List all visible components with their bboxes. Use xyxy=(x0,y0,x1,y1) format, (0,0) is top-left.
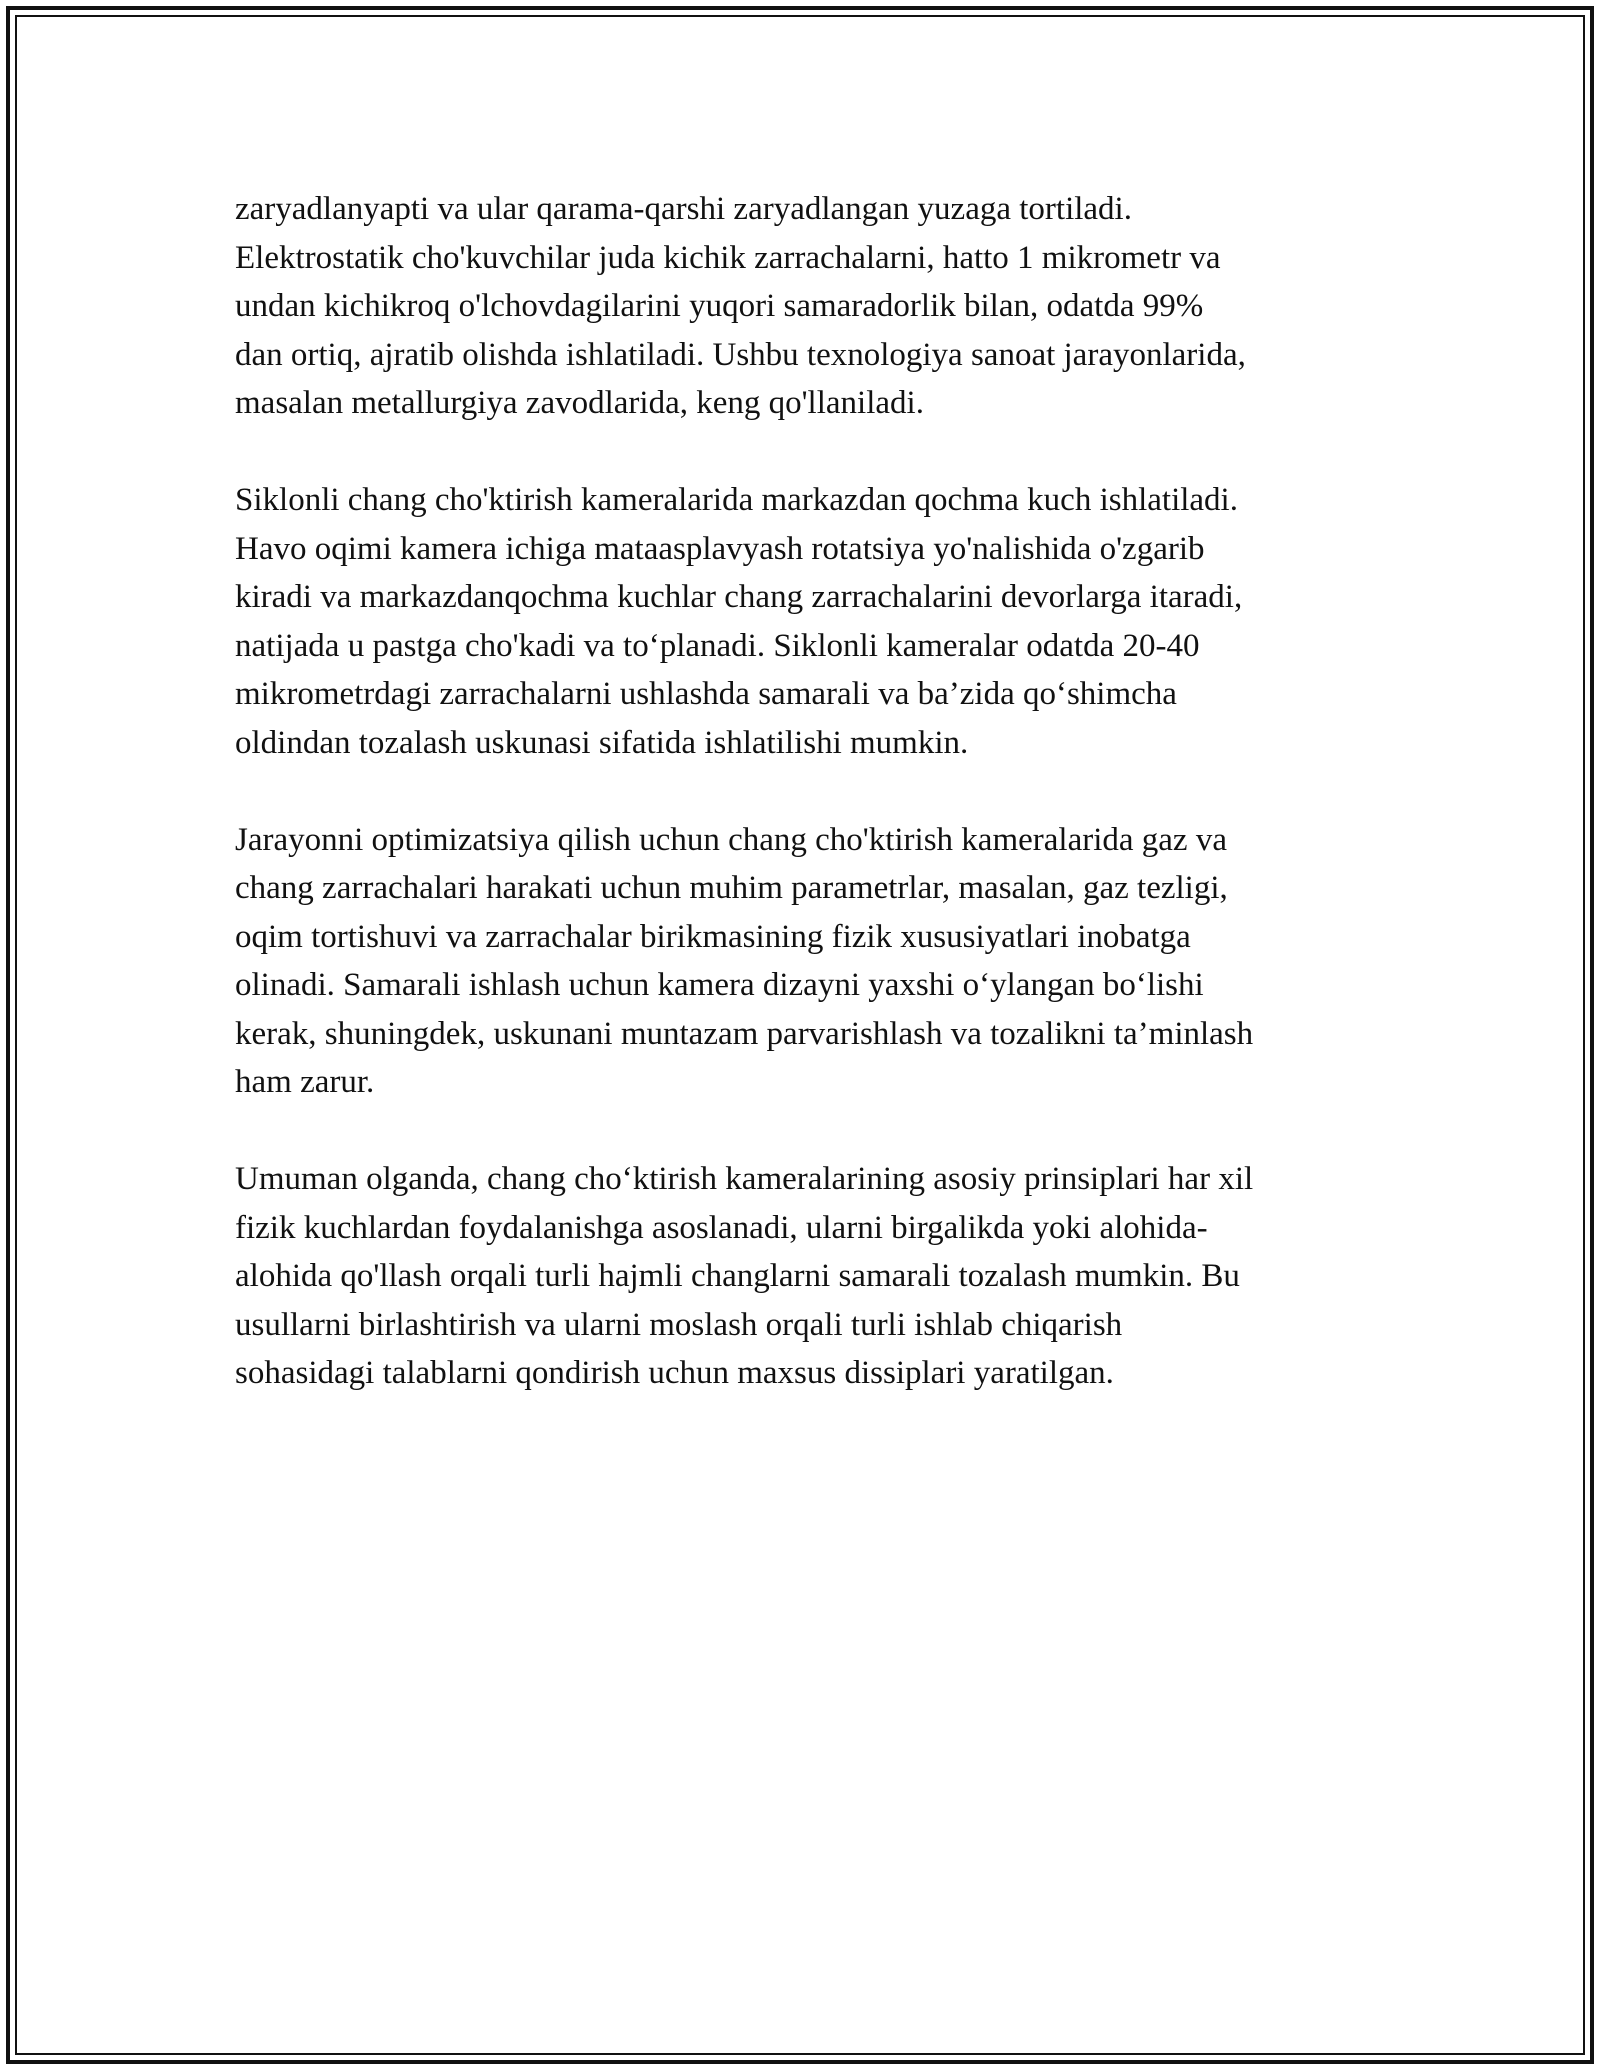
paragraph-4 xyxy=(235,1155,1375,1398)
text-line: alohida qo'llash orqali turli hajmli changlarni samarali tozalash mumkin. Bu xyxy=(235,1258,1240,1294)
text-line: Havo oqimi kamera ichiga mataasplavyash rotatsiya yo'nalishida o'zgarib xyxy=(235,530,1205,567)
text-line: kiradi va markazdanqochma kuchlar chang zarrachalarini devorlarga itaradi, xyxy=(235,579,1243,615)
text-line: undan kichikroq o'lchovdagilarini yuqori samaradorlik bilan, odatda 99% xyxy=(235,288,1204,324)
text-line: kerak, shuningdek, uskunani muntazam parvarishlash va tozalikni ta’minlash xyxy=(235,1015,1254,1052)
text-line: olinadi. Samarali ishlash uchun kamera dizayni yaxshi o‘ylangan bo‘lishi xyxy=(235,967,1204,1003)
paragraph-1 xyxy=(235,185,1375,428)
text-line: chang zarrachalari harakati uchun muhim parametrlar, masalan, gaz tezligi, xyxy=(235,870,1228,906)
text-line: Elektrostatik cho'kuvchilar juda kichik zarrachalarni, hatto 1 mikrometr va xyxy=(235,239,1221,276)
text-line: sohasidagi talablarni qondirish uchun maxsus dissiplari yaratilgan. xyxy=(235,1355,1114,1391)
text-line: ham zarur. xyxy=(235,1064,375,1100)
text-line: Jarayonni optimizatsiya qilish uchun chang cho'ktirish kameralarida gaz va xyxy=(235,821,1227,858)
text-line: dan ortiq, ajratib olishda ishlatiladi. Ushbu texnologiya sanoat jarayonlarida, xyxy=(235,336,1246,373)
paragraph-3 xyxy=(235,816,1375,1107)
text-line: usullarni birlashtirish va ularni moslash orqali turli ishlab chiqarish xyxy=(235,1306,1123,1343)
text-line: fizik kuchlardan foydalanishga asoslanadi, ularni birgalikda yoki alohida- xyxy=(235,1209,1208,1246)
text-line: masalan metallurgiya zavodlarida, keng qo'llaniladi. xyxy=(235,385,924,421)
text-line: Siklonli chang cho'ktirish kameralarida markazdan qochma kuch ishlatiladi. xyxy=(235,482,1238,518)
text-line: mikrometrdagi zarrachalarni ushlashda samarali va ba’zida qo‘shimcha xyxy=(235,676,1177,712)
paragraph-2 xyxy=(235,476,1375,767)
text-line: Umuman olganda, chang cho‘ktirish kameralarining asosiy prinsiplari har xil xyxy=(235,1161,1254,1197)
text-line: oqim tortishuvi va zarrachalar birikmasining fizik xususiyatlari inobatga xyxy=(235,918,1191,955)
text-line: natijada u pastga cho'kadi va to‘planadi. Siklonli kameralar odatda 20-40 xyxy=(235,627,1200,664)
text-line: zaryadlanyapti va ular qarama-qarshi zaryadlangan yuzaga tortiladi. xyxy=(235,191,1132,227)
text-line: oldindan tozalash uskunasi sifatida ishlatilishi mumkin. xyxy=(235,724,969,761)
document-body xyxy=(235,185,1375,1398)
